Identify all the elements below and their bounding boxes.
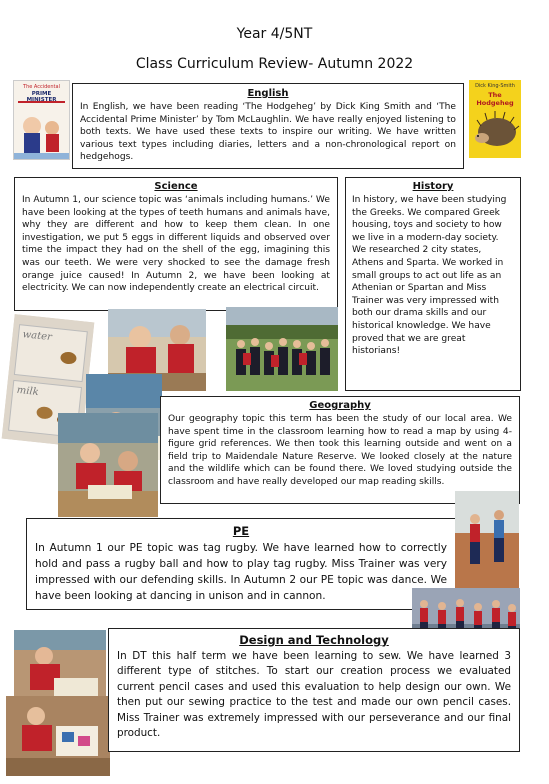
design-technology-heading: Design and Technology [239, 633, 389, 647]
history-section [345, 177, 521, 391]
design-technology-text: In DT this half term we have been learning to sew. We have learned 3 different type of stitches. To start our creation process we evaluated current pencil cases and used this evaluation to help design our own. We then put our sewing practice to the test and made our own pencil cases. Miss Trainer was extremely impressed with our perseverance and our final product. [117, 650, 511, 740]
geography-classroom-photo-2 [58, 413, 158, 517]
science-text: In Autumn 1, our science topic was ‘animals including humans.’ We have been looking at the types of teeth humans and animals have, why they are different and how to keep them clean. In one investigation, we put 5 eggs in different liquids and observed over time the impact they had on the shell of the egg, imagining this was our teeth. We were very shocked to see the damage fresh orange juice caused! In Autumn 2, we have been looking at electricity. We can now independently create an electrical circuit. [22, 195, 330, 294]
pe-rugby-photo [455, 491, 519, 589]
geography-heading: Geography [309, 400, 371, 411]
history-heading: History [412, 181, 454, 192]
history-text: In history, we have been studying the Greeks. We compared Greek housing, toys and society to how we live in a modern-day society. We researched 2 city states, Athens and Sparta. We worked in small groups to act out life as an Athenian or Spartan and Miss Trainer was very impressed with both our drama skills and our historical knowledge. We have proved that we are great historians! [352, 195, 507, 357]
prime-minister-book-cover [13, 80, 70, 160]
english-heading: English [247, 88, 289, 99]
egg-label-milk: milk [16, 384, 40, 399]
english-text: In English, we have been reading ‘The Hodgeheg’ by Dick King Smith and ‘The Accidental Prime Minister’ by Tom McLaughlin. We have really enjoyed listening to both texts. We have used these texts to inspire our writing. We have written various text types including diaries, letters and a non-chronological report on hedgehogs. [80, 102, 456, 163]
dt-sewing-photo-2 [6, 696, 110, 776]
science-section [14, 177, 338, 311]
geography-text: Our geography topic this term has been the study of our local area. We have spent time in the classroom learning how to read a map by using 4-figure grid references. We then took this learning outside and went on a field trip to Maidendale Nature Reserve. We looked closely at the nature and the wildlife which can be found there. We loved studying outside the classroom and have really developed our map reading skills. [168, 414, 512, 487]
cover-title-line2: PRIME MINISTER [26, 91, 57, 103]
science-heading: Science [154, 181, 198, 192]
geography-section [160, 396, 520, 504]
dt-sewing-photo-1 [14, 630, 106, 702]
pe-section [26, 518, 456, 610]
document-title: Class Curriculum Review- Autumn 2022 [135, 56, 414, 72]
pe-heading: PE [232, 524, 250, 538]
egg-label-water: water [22, 329, 53, 344]
cover-title: The Hodgeheg [476, 91, 514, 107]
pe-text: In Autumn 1 our PE topic was tag rugby. We have learned how to correctly hold and pass a rugby ball and how to play tag rugby. Miss Trainer was very impressed with our defending skills. In Autumn 2 our PE topic was dance. We have been looking at dancing in unison and in cannon. [35, 542, 447, 602]
class-group-photo [226, 307, 338, 391]
cover-title-line1: The Accidental [23, 84, 60, 90]
year-class-title: Year 4/5NT [236, 26, 313, 42]
design-technology-section [108, 628, 520, 752]
hodgeheg-book-cover [469, 80, 521, 158]
english-section [72, 83, 464, 169]
cover-author: Dick King-Smith [475, 83, 515, 89]
